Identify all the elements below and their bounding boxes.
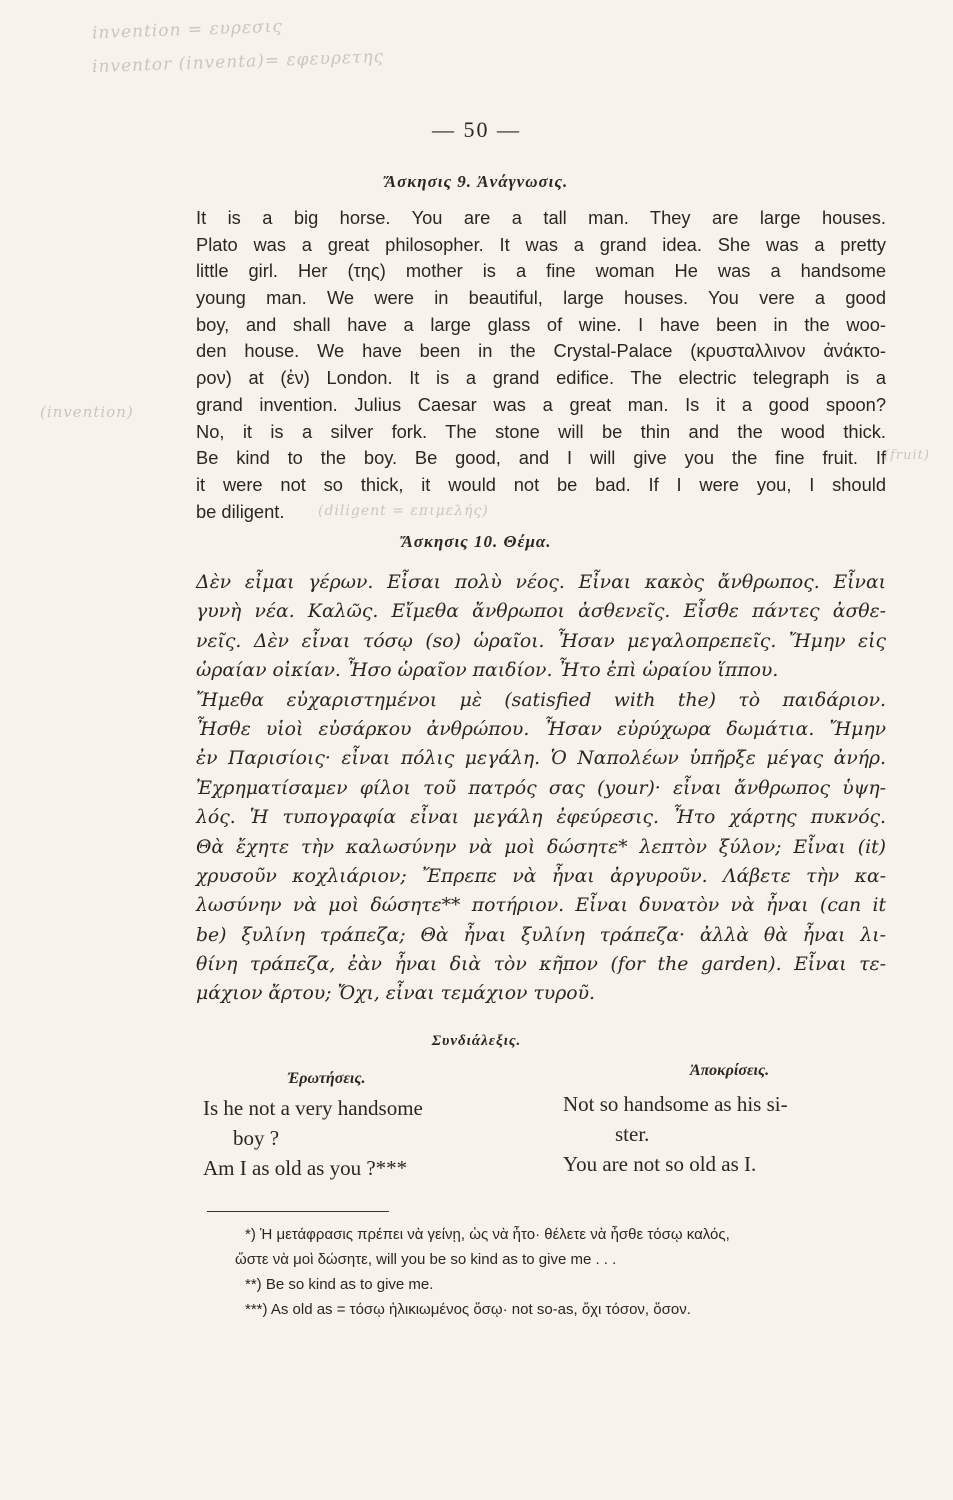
question-line: Is he not a very handsome xyxy=(203,1096,423,1120)
text-line: boy, and shall have a large glass of wine. I have been in the woo- xyxy=(196,313,886,335)
exercise-10-text xyxy=(196,568,886,1009)
exercise-9-heading: Ἄσκησις 9. Ἀνάγνωσις. xyxy=(384,172,569,191)
footnote: ὥστε νὰ μοὶ δώσητε, will you be so kind as to give me . . . xyxy=(235,1251,617,1268)
pencil-annotation-top-1: invention = ευρεσις xyxy=(91,16,284,44)
text-line: χρυσοῦν κοχλιάριον; Ἔπρεπε νὰ ἦναι ἀργυροῦν. Λάβετε τὴν κα- xyxy=(196,865,886,887)
page-number: — 50 — xyxy=(432,117,521,142)
answer-line: Not so handsome as his si- xyxy=(563,1092,788,1116)
exercise-9-text xyxy=(196,205,886,525)
text-line: θίνη τράπεζα, ἐὰν ἦναι διὰ τὸν κῆπον (for the garden). Εἶναι τε- xyxy=(196,954,886,976)
footnotes xyxy=(235,1222,895,1322)
pencil-annotation-inline: (diligent = επιμελής) xyxy=(318,503,489,519)
question-line: boy ? xyxy=(233,1126,280,1150)
text-line: ὡραίαν οἰκίαν. Ἦσο ὡραῖον παιδίον. Ἦτο ἐπὶ ὡραίου ἵππου. xyxy=(196,660,779,682)
pencil-annotation-margin-left: (invention) xyxy=(40,403,134,421)
answers-column-heading: Ἀποκρίσεις. xyxy=(690,1062,770,1079)
text-line: grand invention. Julius Caesar was a great man. Is it a good spoon? xyxy=(196,393,886,415)
dialogue-heading: Συνδιάλεξις. xyxy=(431,1033,522,1049)
text-line: be) ξυλίνη τράπεζα; Θὰ ἦναι ξυλίνη τράπεζα· ἀλλὰ θὰ ἦναι λι- xyxy=(196,924,886,946)
text-line: den house. We have been in the Crystal-Palace (κρυσταλλινον ἀνάκτο- xyxy=(196,340,886,362)
dialogue-questions xyxy=(203,1094,543,1194)
questions-column-heading: Ἐρωτήσεις. xyxy=(287,1070,366,1087)
text-line: it were not so thick, it would not be bad. If I were you, I should xyxy=(196,473,886,495)
text-line: Δὲν εἶμαι γέρων. Εἶσαι πολὺ νέος. Εἶναι κακὸς ἄνθρωπος. Εἶναι xyxy=(196,572,886,593)
footnote: ***) As old as = τόσῳ ἡλικιωμένος ὅσῳ· not so-as, ὄχι τόσον, ὅσον. xyxy=(245,1301,691,1318)
dialogue-answers xyxy=(563,1090,898,1190)
text-line: little girl. Her (της) mother is a fine woman He was a handsome xyxy=(196,260,886,282)
text-line: No, it is a silver fork. The stone will be thin and the wood thick. xyxy=(196,420,886,442)
text-line: ρον) at (ἐν) London. It is a grand edifice. The electric telegraph is a xyxy=(196,367,886,389)
footnote-divider xyxy=(207,1211,389,1212)
text-line: λωσύνην νὰ μοὶ δώσητε** ποτήριον. Εἶναι δυνατὸν νὰ ἦναι (can it xyxy=(196,895,886,917)
text-line: Plato was a great philosopher. It was a grand idea. She was a pretty xyxy=(196,233,886,255)
text-line: μάχιον ἄρτου; Ὄχι, εἶναι τεμάχιον τυροῦ. xyxy=(196,983,595,1005)
text-line: ἐν Παρισίοις· εἶναι πόλις μεγάλη. Ὁ Ναπολέων ὑπῆρξε μέγας ἀνήρ. xyxy=(196,748,886,770)
exercise-10-heading: Ἄσκησις 10. Θέμα. xyxy=(401,532,552,551)
text-line: Ἤμεθα εὐχαριστημένοι μὲ (satisfied with the) τὸ παιδάριον. xyxy=(196,689,886,711)
text-line: Θὰ ἔχητε τὴν καλωσύνην νὰ μοὶ δώσητε* λεπτὸν ξύλον; Εἶναι (it) xyxy=(196,836,886,858)
footnote: **) Be so kind as to give me. xyxy=(245,1276,434,1293)
answer-line: You are not so old as I. xyxy=(563,1152,757,1176)
text-line: Ἐχρηματίσαμεν φίλοι τοῦ πατρός σας (your)· εἶναι ἄνθρωπος ὑψη- xyxy=(196,777,886,799)
text-line: It is a big horse. You are a tall man. They are large houses. xyxy=(196,207,886,228)
footnote: *) Ἡ μετάφρασις πρέπει νὰ γείνῃ, ὡς νὰ ἦτο· θέλετε νὰ ἦσθε τόσῳ καλός, xyxy=(245,1226,730,1243)
text-line: Ἦσθε υἱοὶ εὐσάρκου ἀνθρώπου. Ἦσαν εὐρύχωρα δωμάτια. Ἤμην xyxy=(196,718,886,740)
text-line: young man. We were in beautiful, large houses. You vere a good xyxy=(196,287,886,309)
text-line: λός. Ἡ τυπογραφία εἶναι μεγάλη ἐφεύρεσις. Ἦτο χάρτης πυκνός. xyxy=(196,807,886,829)
question-line: Am I as old as you ?*** xyxy=(203,1156,408,1180)
answer-line: ster. xyxy=(615,1122,650,1146)
pencil-annotation-top-2: inventor (inventa)= εφευρετης xyxy=(91,46,385,78)
text-line: Be kind to the boy. Be good, and I will give you the fine fruit. If xyxy=(196,447,886,469)
text-line: be diligent. xyxy=(196,500,285,522)
text-line: γυνὴ νέα. Καλῶς. Εἴμεθα ἄνθρωποι ἀσθενεῖς. Εἶσθε πάντες ἀσθε- xyxy=(196,601,886,623)
pencil-annotation-margin-right: (fruit) xyxy=(884,448,930,463)
text-line: νεῖς. Δὲν εἶναι τόσῳ (so) ὡραῖοι. Ἦσαν μεγαλοπρεπεῖς. Ἤμην εἰς xyxy=(196,630,886,652)
